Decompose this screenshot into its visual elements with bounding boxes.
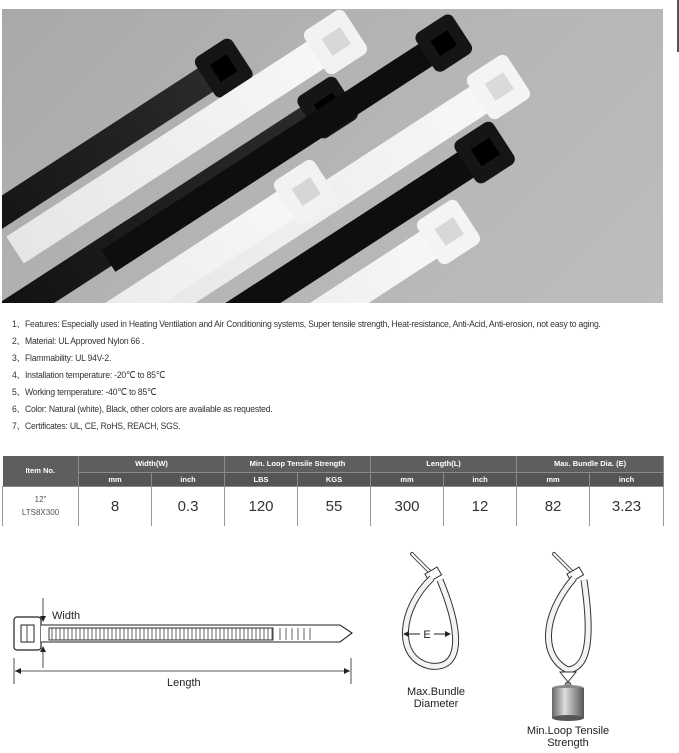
product-photo bbox=[2, 9, 663, 303]
bundle-caption-line-1: Max.Bundle bbox=[406, 686, 466, 698]
table-row bbox=[3, 486, 664, 526]
feature-item: 6、Color: Natural (white), Black, other colors are available as requested. bbox=[12, 404, 273, 415]
header-item-no: Item No. bbox=[3, 456, 79, 486]
value-cell: 55 bbox=[298, 486, 371, 526]
spec-table bbox=[2, 456, 664, 526]
unit-header: mm bbox=[79, 472, 152, 486]
feature-list bbox=[12, 316, 672, 435]
header-length: Length(L) bbox=[371, 456, 517, 472]
feature-item: 2、Material: UL Approved Nylon 66 . bbox=[12, 336, 145, 347]
length-label: Length bbox=[167, 677, 201, 689]
bundle-caption-line-2: Diameter bbox=[413, 698, 459, 710]
unit-header: inch bbox=[152, 472, 225, 486]
value-cell: 8 bbox=[79, 486, 152, 526]
unit-header: inch bbox=[444, 472, 517, 486]
item-size: 12" bbox=[34, 495, 47, 505]
value-cell: 120 bbox=[225, 486, 298, 526]
header-tensile: Min. Loop Tensile Strength bbox=[225, 456, 371, 472]
dimension-diagram bbox=[0, 590, 370, 700]
bundle-loop-icon bbox=[390, 548, 490, 688]
cable-ties-image bbox=[2, 9, 663, 303]
feature-item: 1、Features: Especially used in Heating Ventilation and Air Conditioning systems, Super tensile strength, Heat-resistance, Anti-Acid, Anti-erosion, not easy to aging. bbox=[12, 319, 601, 330]
value-cell: 3.23 bbox=[590, 486, 664, 526]
value-cell: 12 bbox=[444, 486, 517, 526]
item-cell bbox=[3, 486, 79, 526]
width-label: Width bbox=[52, 610, 81, 622]
tensile-loop-icon bbox=[530, 548, 630, 723]
unit-header: inch bbox=[590, 472, 664, 486]
bundle-caption bbox=[376, 686, 496, 710]
tensile-caption-line-1: Min.Loop Tensile bbox=[526, 725, 610, 737]
unit-header: KGS bbox=[298, 472, 371, 486]
value-cell: 300 bbox=[371, 486, 444, 526]
feature-item: 5、Working temperature: -40℃ to 85℃ bbox=[12, 387, 157, 398]
item-model: LTS8X300 bbox=[21, 508, 60, 518]
svg-text:E: E bbox=[423, 629, 431, 641]
tensile-caption-line-2: Strength bbox=[547, 737, 589, 749]
header-bundle: Max. Bundle Dia. (E) bbox=[517, 456, 664, 472]
value-cell: 82 bbox=[517, 486, 590, 526]
value-cell: 0.3 bbox=[152, 486, 225, 526]
feature-item: 3、Flammability: UL 94V-2. bbox=[12, 353, 112, 364]
unit-header: LBS bbox=[225, 472, 298, 486]
feature-item: 4、Installation temperature: -20℃ to 85℃ bbox=[12, 370, 166, 381]
unit-header: mm bbox=[371, 472, 444, 486]
unit-header: mm bbox=[517, 472, 590, 486]
header-width: Width(W) bbox=[79, 456, 225, 472]
tensile-caption bbox=[508, 725, 628, 749]
feature-item: 7、Certificates: UL, CE, RoHS, REACH, SGS. bbox=[12, 421, 181, 432]
